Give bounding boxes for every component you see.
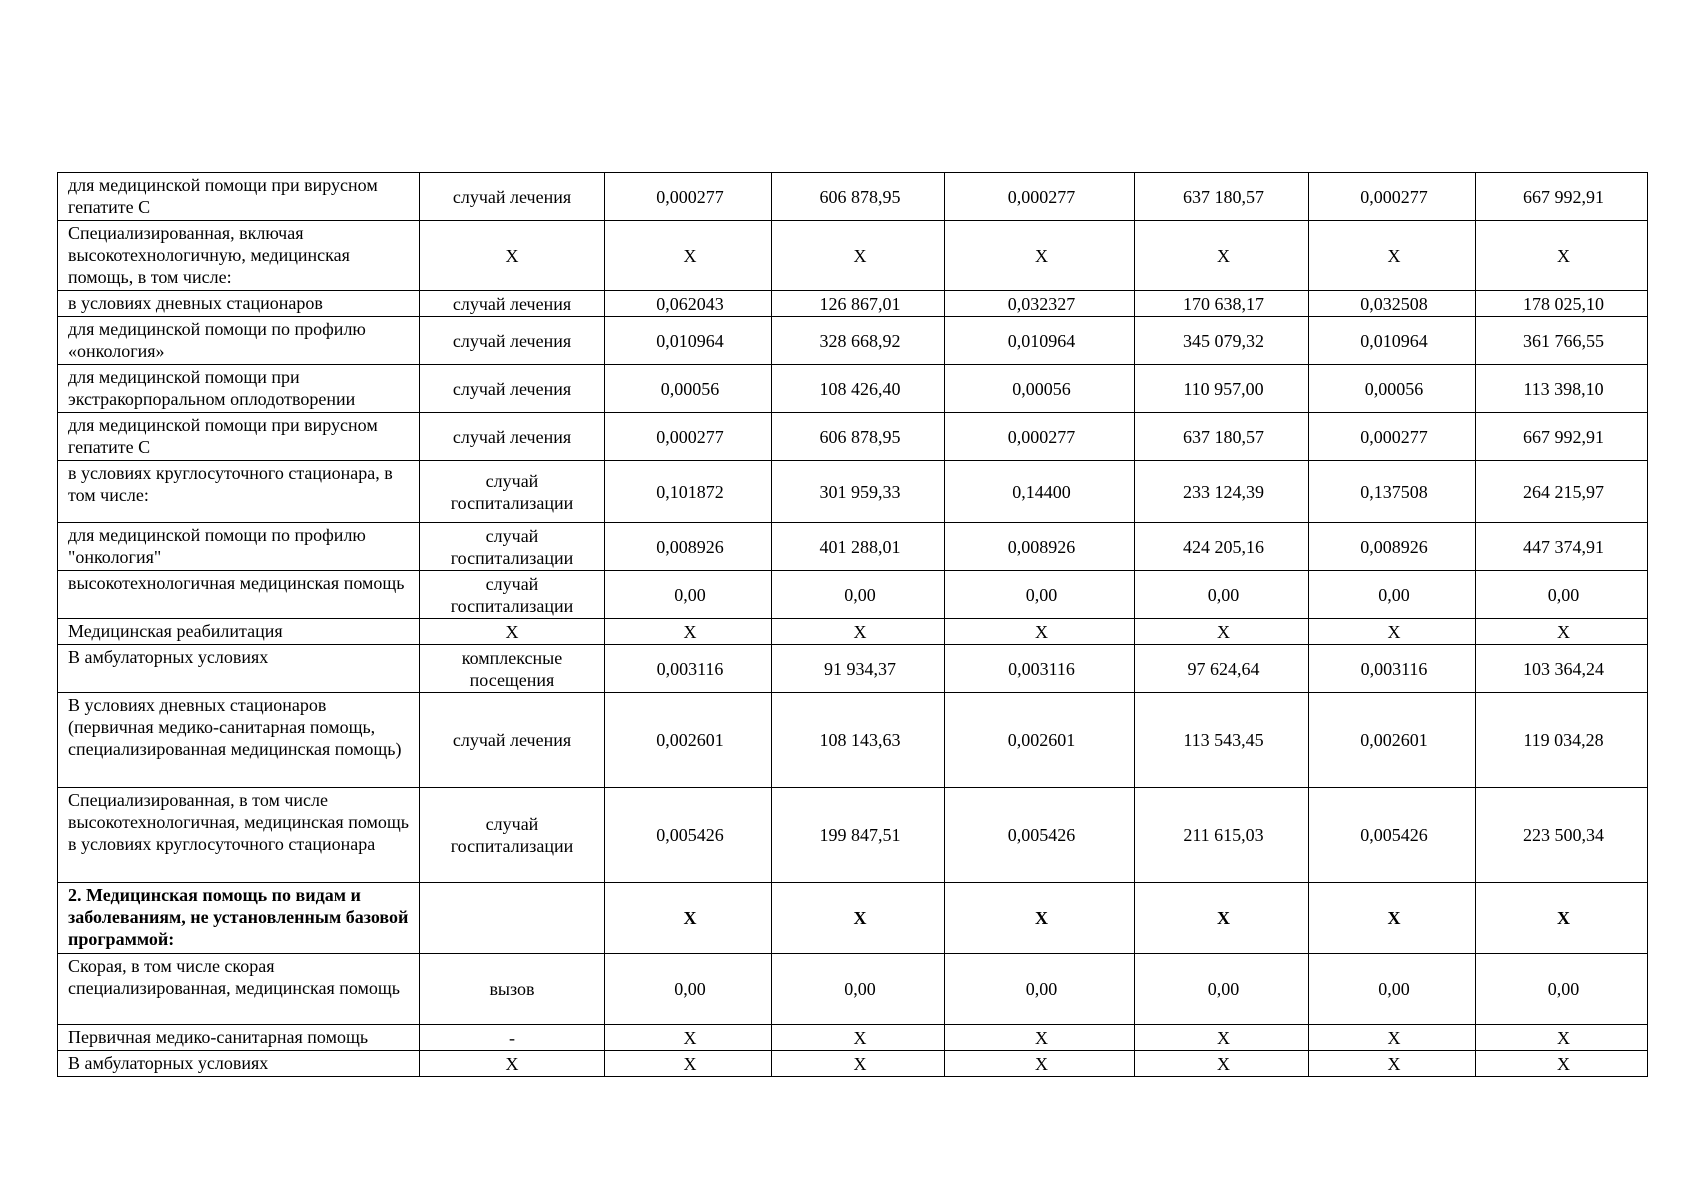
row-value: 126 867,01 — [772, 291, 945, 317]
row-name: в условиях круглосуточного стационара, в том числе: — [58, 461, 420, 523]
row-value: 0,010964 — [945, 317, 1135, 365]
row-value: 0,00 — [1309, 571, 1476, 619]
row-value: 199 847,51 — [772, 788, 945, 883]
row-name: В амбулаторных условиях — [58, 1051, 420, 1077]
row-unit: случай лечения — [420, 291, 605, 317]
row-value: 0,005426 — [945, 788, 1135, 883]
table-row — [58, 173, 1648, 221]
table-row — [58, 571, 1648, 619]
row-value: 0,00 — [772, 571, 945, 619]
row-value: X — [1309, 619, 1476, 645]
row-value: X — [772, 221, 945, 291]
row-value: X — [605, 1051, 772, 1077]
row-value: 301 959,33 — [772, 461, 945, 523]
row-value: X — [1135, 619, 1309, 645]
row-value: 328 668,92 — [772, 317, 945, 365]
row-value: X — [772, 883, 945, 954]
row-value: X — [1309, 221, 1476, 291]
row-name: для медицинской помощи при вирусном гепатите С — [58, 173, 420, 221]
row-value: 91 934,37 — [772, 645, 945, 693]
row-value: 108 143,63 — [772, 693, 945, 788]
row-value: 0,00 — [1135, 571, 1309, 619]
row-value: 0,062043 — [605, 291, 772, 317]
row-unit: случай госпитализации — [420, 571, 605, 619]
table-row — [58, 619, 1648, 645]
row-value: X — [1476, 221, 1648, 291]
row-value: 0,00 — [605, 571, 772, 619]
row-value: 0,000277 — [605, 413, 772, 461]
row-unit: случай госпитализации — [420, 523, 605, 571]
row-value: 178 025,10 — [1476, 291, 1648, 317]
row-value: X — [605, 619, 772, 645]
row-value: X — [1309, 883, 1476, 954]
row-value: 0,010964 — [1309, 317, 1476, 365]
row-name: Скорая, в том числе скорая специализированная, медицинская помощь — [58, 954, 420, 1025]
row-value: 361 766,55 — [1476, 317, 1648, 365]
row-value: 0,003116 — [945, 645, 1135, 693]
row-unit: случай лечения — [420, 173, 605, 221]
row-value: X — [605, 883, 772, 954]
row-value: 667 992,91 — [1476, 413, 1648, 461]
row-unit: - — [420, 1025, 605, 1051]
row-unit: случай лечения — [420, 413, 605, 461]
row-value: 0,000277 — [945, 413, 1135, 461]
row-value: 113 398,10 — [1476, 365, 1648, 413]
row-value: 0,005426 — [605, 788, 772, 883]
row-value: 0,002601 — [605, 693, 772, 788]
row-value: X — [945, 619, 1135, 645]
row-unit: случай госпитализации — [420, 788, 605, 883]
table-row — [58, 788, 1648, 883]
row-value: 103 364,24 — [1476, 645, 1648, 693]
row-value: 0,00 — [945, 571, 1135, 619]
row-value: 0,00 — [1135, 954, 1309, 1025]
row-value: 0,003116 — [1309, 645, 1476, 693]
row-value: X — [1476, 1051, 1648, 1077]
row-value: 119 034,28 — [1476, 693, 1648, 788]
row-name: Медицинская реабилитация — [58, 619, 420, 645]
row-unit: X — [420, 1051, 605, 1077]
row-unit: комплексные посещения — [420, 645, 605, 693]
table-row — [58, 1051, 1648, 1077]
row-value: X — [945, 221, 1135, 291]
table-row — [58, 365, 1648, 413]
row-value: 0,010964 — [605, 317, 772, 365]
data-table — [57, 172, 1648, 1077]
row-value: 0,000277 — [605, 173, 772, 221]
row-value: 0,00 — [945, 954, 1135, 1025]
row-value: 0,00056 — [945, 365, 1135, 413]
row-value: 0,101872 — [605, 461, 772, 523]
table-row — [58, 317, 1648, 365]
row-value: 0,00 — [1476, 954, 1648, 1025]
row-value: 97 624,64 — [1135, 645, 1309, 693]
row-value: X — [605, 221, 772, 291]
table-row — [58, 883, 1648, 954]
table-row — [58, 291, 1648, 317]
row-name: 2. Медицинская помощь по видам и заболеваниям, не установленным базовой программой: — [58, 883, 420, 954]
row-unit: случай лечения — [420, 317, 605, 365]
row-value: 0,00 — [1476, 571, 1648, 619]
row-value: 223 500,34 — [1476, 788, 1648, 883]
row-value: 0,032327 — [945, 291, 1135, 317]
row-value: X — [945, 883, 1135, 954]
row-value: 0,003116 — [605, 645, 772, 693]
row-name: в условиях дневных стационаров — [58, 291, 420, 317]
row-value: X — [945, 1051, 1135, 1077]
row-unit: X — [420, 221, 605, 291]
table-row — [58, 413, 1648, 461]
row-value: X — [1135, 883, 1309, 954]
row-value: 0,00 — [1309, 954, 1476, 1025]
row-name: Специализированная, включая высокотехнологичную, медицинская помощь, в том числе: — [58, 221, 420, 291]
row-value: 170 638,17 — [1135, 291, 1309, 317]
row-value: 0,005426 — [1309, 788, 1476, 883]
row-value: 264 215,97 — [1476, 461, 1648, 523]
row-value: 0,00 — [772, 954, 945, 1025]
row-value: X — [1135, 1051, 1309, 1077]
row-value: X — [1476, 619, 1648, 645]
row-value: X — [1309, 1051, 1476, 1077]
row-value: X — [772, 1051, 945, 1077]
row-name: для медицинской помощи по профилю «онкология» — [58, 317, 420, 365]
row-value: 637 180,57 — [1135, 413, 1309, 461]
row-value: 606 878,95 — [772, 413, 945, 461]
row-value: 401 288,01 — [772, 523, 945, 571]
table-row — [58, 645, 1648, 693]
row-unit: случай лечения — [420, 365, 605, 413]
table-row — [58, 523, 1648, 571]
row-value: 110 957,00 — [1135, 365, 1309, 413]
row-value: 113 543,45 — [1135, 693, 1309, 788]
row-value: 667 992,91 — [1476, 173, 1648, 221]
row-unit — [420, 883, 605, 954]
row-value: 108 426,40 — [772, 365, 945, 413]
row-value: 233 124,39 — [1135, 461, 1309, 523]
table-row — [58, 693, 1648, 788]
row-value: 0,00056 — [605, 365, 772, 413]
row-unit: случай госпитализации — [420, 461, 605, 523]
row-value: 0,000277 — [1309, 173, 1476, 221]
row-unit: случай лечения — [420, 693, 605, 788]
row-value: 0,00 — [605, 954, 772, 1025]
row-name: высокотехнологичная медицинская помощь — [58, 571, 420, 619]
row-name: Первичная медико-санитарная помощь — [58, 1025, 420, 1051]
row-value: 0,002601 — [945, 693, 1135, 788]
row-value: 0,14400 — [945, 461, 1135, 523]
row-value: 637 180,57 — [1135, 173, 1309, 221]
row-value: 0,000277 — [1309, 413, 1476, 461]
table-row — [58, 461, 1648, 523]
row-value: 345 079,32 — [1135, 317, 1309, 365]
row-value: X — [1476, 1025, 1648, 1051]
row-value: X — [772, 1025, 945, 1051]
table-row — [58, 954, 1648, 1025]
row-name: В амбулаторных условиях — [58, 645, 420, 693]
row-value: 0,008926 — [1309, 523, 1476, 571]
row-value: 0,002601 — [1309, 693, 1476, 788]
row-name: Специализированная, в том числе высокотехнологичная, медицинская помощь в условиях круглосуточного стационара — [58, 788, 420, 883]
row-name: для медицинской помощи при экстракорпоральном оплодотворении — [58, 365, 420, 413]
row-value: 424 205,16 — [1135, 523, 1309, 571]
row-value: 0,137508 — [1309, 461, 1476, 523]
row-value: 211 615,03 — [1135, 788, 1309, 883]
row-name: для медицинской помощи при вирусном гепатите С — [58, 413, 420, 461]
row-value: 0,032508 — [1309, 291, 1476, 317]
row-name: В условиях дневных стационаров (первичная медико-санитарная помощь, специализированная медицинская помощь) — [58, 693, 420, 788]
row-value: X — [1135, 1025, 1309, 1051]
row-value: 0,00056 — [1309, 365, 1476, 413]
row-unit: вызов — [420, 954, 605, 1025]
row-unit: X — [420, 619, 605, 645]
row-value: X — [772, 619, 945, 645]
row-value: 0,008926 — [605, 523, 772, 571]
row-value: X — [1476, 883, 1648, 954]
row-value: 606 878,95 — [772, 173, 945, 221]
row-value: 447 374,91 — [1476, 523, 1648, 571]
table-row — [58, 1025, 1648, 1051]
table-row — [58, 221, 1648, 291]
row-value: X — [945, 1025, 1135, 1051]
row-value: X — [1309, 1025, 1476, 1051]
row-value: 0,008926 — [945, 523, 1135, 571]
row-value: 0,000277 — [945, 173, 1135, 221]
row-value: X — [605, 1025, 772, 1051]
row-value: X — [1135, 221, 1309, 291]
row-name: для медицинской помощи по профилю "онкология" — [58, 523, 420, 571]
